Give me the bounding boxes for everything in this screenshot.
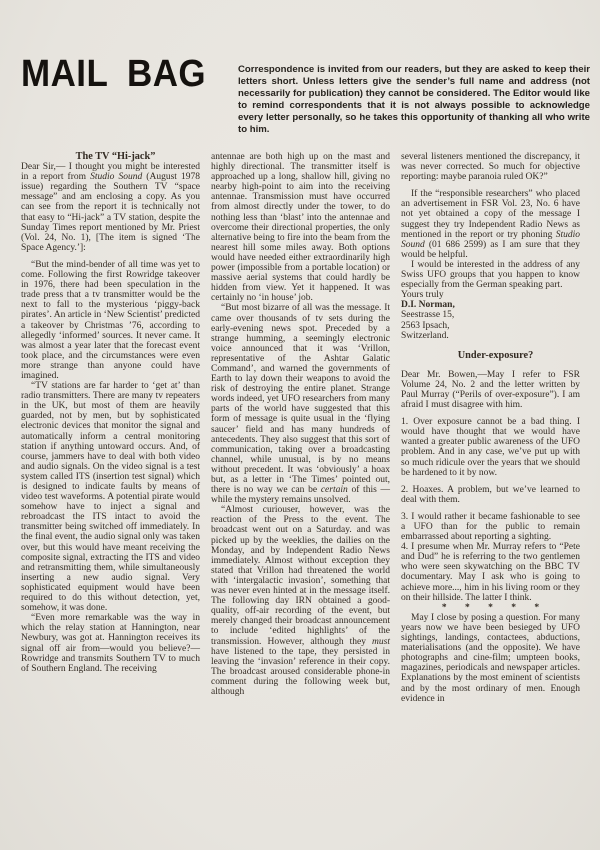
paragraph-text: of this — while the mystery remains unsolved.: [211, 485, 390, 506]
letter-heading-tv-hijack: The TV “Hi-jack”: [75, 151, 156, 162]
italic-text: Studio Sound: [401, 229, 580, 250]
signature-address: Switzerland.: [401, 330, 449, 341]
paragraph: “Even more remarkable was the way in which the relay station at Hannington, near Newbury, was got at. Hannington receives its signal off air from—would you believe?—Rowridge and transmits Southern TV to much of Southern England. The receiving: [21, 613, 200, 674]
paragraph: 4. I presume when Mr. Murray refers to “Pete and Dud” he is referring to the two gentlemen who were seen skywatching on the BBC TV documentary. May I ask who is going to achieve more..., him in his living room or they on their hillside. The latter I think.: [401, 542, 580, 603]
letters-columns: [21, 152, 581, 704]
column-2: [211, 152, 390, 704]
paragraph: [21, 162, 200, 253]
page-title: MAIL BAG: [21, 53, 207, 95]
italic-text: certain: [320, 485, 348, 496]
paragraph: [211, 505, 390, 697]
paragraph: “TV stations are far harder to ‘get at’ than radio transmitters. There are many tv repeaters in the UK, but most of them are heavily guarded, not by men, but by sophisticated electronic devices that monitor the signal and automatically inform a central monitoring station if anything untoward occurs. And, of course, jammers have to deal with both video and audio signals. On the video signal is a test system called ITS (insertion test signal) which is designed to indicate faults by means of video test waveforms. A potential pirate would somehow have to inject a signal and rebroadcast the ITS intact to avoid the transmitter being switched off immediately. In the final event, the audio signal only was taken over, but this would have meant receiving the composite signal, extracting the ITS and video and retransmitting them, while simultaneously inserting a new audio signal. Very sophisticated equipment would have been required to do this without detection, yet, somehow, it was done.: [21, 381, 200, 614]
paragraph: 1. Over exposure cannot be a bad thing. I would have thought that we would have wanted a greater public awareness of the UFO problem. And in any case, we’ve put up with so much ridicule over the years that we should be hardened to it by now.: [401, 417, 580, 478]
paragraph-text: If the “responsible researchers” who placed an advertisement in FSR Vol. 23, No. 6 have not yet obtained a copy of the message I suggest they try Independent Radio News as mentioned in the report or try phoning: [401, 189, 580, 240]
column-3: [401, 152, 580, 704]
paragraph-text: have listened to the tape, they persisted in leaving the ‘invasion’ reference in their copy. The broadcast aroused considerable phone-in comment during the following week but, although: [211, 646, 390, 697]
signature-address: 2563 Ipsach,: [401, 320, 450, 331]
paragraph-text: (01 686 2599) as I am sure that they would be helpful.: [401, 239, 580, 260]
editor-intro-note: Correspondence is invited from our readers, but they are asked to keep their letters short. Unless letters give the sender’s full name and address (not necessarily for publication) they cannot be considered. The Editor would like to remind correspondents that it is not always possible to acknowledge every letter personally, so he takes this opportunity of thanking all who write to him.: [238, 64, 590, 136]
paragraph: several listeners mentioned the discrepancy, it was never corrected. So much for objective reporting: maybe paranoia ruled OK?”: [401, 152, 580, 183]
signature-name: D.I. Norman,: [401, 300, 455, 311]
paragraph-text: Dear Sir,— I thought you might be interested in a report from: [21, 162, 200, 183]
paragraph: I would be interested in the address of any Swiss UFO groups that you happen to know especially from the German speaking part.: [401, 259, 580, 291]
italic-text: Studio Sound: [90, 172, 143, 183]
paragraph: [401, 189, 580, 260]
paragraph: May I close by posing a question. For many years now we have been besieged by UFO sightings, landings, contactees, abductions, materialisations (and the opposite). We have photographs and cine-film; umpteen books, magazines, periodicals and newspaper articles. Explanations by the most eminent of scientists and by the most ordinary of men. Enough evidence in: [401, 612, 580, 704]
paragraph: 3. I would rather it became fashionable to see a UFO than for the public to remain embarrassed about reporting a sighting.: [401, 511, 580, 543]
signature-closing: Yours truly: [401, 290, 444, 301]
letter-heading-under-exposure: Under-exposure?: [457, 349, 534, 361]
signature-address: Seestrasse 15,: [401, 310, 455, 321]
paragraph: antennae are both high up on the mast and highly directional. The transmitter itself is approached up a long, shallow hill, giving no nearby high-point to aim into the receiving antennae. Transmission must have occurred from almost directly under the tower, to do nothing less than ‘blast’ into the antennae and overcome their directional properties, the only alternative being to fire into the beam from the nearest hill some miles away. Both options would have needed either extraordinarily high power (impossible from a portable location) or massive aerial systems that could hardly be hidden from view. Yet it happened. It was certainly no ‘in house’ job.: [211, 152, 390, 304]
paragraph: Dear Mr. Bowen,—May I refer to FSR Volume 24, No. 2 and the letter written by Paul Murray (“Perils of over-exposure”). I am afraid I must disagree with him.: [401, 369, 580, 411]
paragraph: “But the mind-bender of all time was yet to come. Following the first Rowridge takeover in 1976, there had been speculation in the trade press that a tv transmitter would be the next to fall to the mysterious ‘piggy-back pirates’. An article in ‘New Scientist’ predicted a takeover by Christmas ’76, according to allegedly ‘informed’ sources. It never came. It was almost a year later that the forecast event took place, and the circumstances were even more strange than anyone could have imagined.: [21, 259, 200, 381]
paragraph-text: (August 1978 issue) regarding the Southern TV “space message” and am enclosing a copy. As you can see from the report it is technically not that easy to “Hi-jack” a TV station, despite the Sunday Times report mentioned by Mr. Priest (Vol. 24, No. 1), [The item is signed ‘The Space Agency.’]:: [21, 172, 200, 253]
asterisk-divider: * * * * *: [441, 602, 540, 613]
italic-text: must: [372, 636, 390, 647]
paragraph-text: “But most bizarre of all was the message. It came over thousands of tv sets during the early-evening news spot. Preceded by a strange humming, a seemingly electronic voice announced that it was ‘Vrillon, representative of the Ashtar Galatic Command’, and warned the governments of Earth to lay down their weapons to avoid the risk of destroying the entire planet. Strange words indeed, yet UFO researchers from many parts of the world have suggested that this form of message is quite usual in the ‘flying saucer’ field and has many hundreds of antecedents. They also suggest that this sort of communication, taking over a broadcasting channel, while unusual, is by no means without precedent. It was ‘obviously’ a hoax but, as a letter in ‘The Times’ pointed out, there is no way we can be: [211, 303, 390, 496]
column-1: [21, 152, 200, 704]
paragraph: 2. Hoaxes. A problem, but we’ve learned to deal with them.: [401, 484, 580, 505]
paragraph-text: “Almost curiouser, however, was the reaction of the Press to the event. The broadcast went out on a Saturday. and was picked up by the weeklies, the dailies on the Monday, and by Independent Radio News immediately. Almost without exception they stated that Vrillon had threatened the world with ‘intergalactic invasion’, something that was never even hinted at in the message itself. The following day IRN obtained a good-quality, off-air recording of the event, but merely changed their broadcast announcement to include ‘edited highlights’ of the transmission. However, although they: [211, 505, 390, 647]
paragraph: [211, 303, 390, 505]
